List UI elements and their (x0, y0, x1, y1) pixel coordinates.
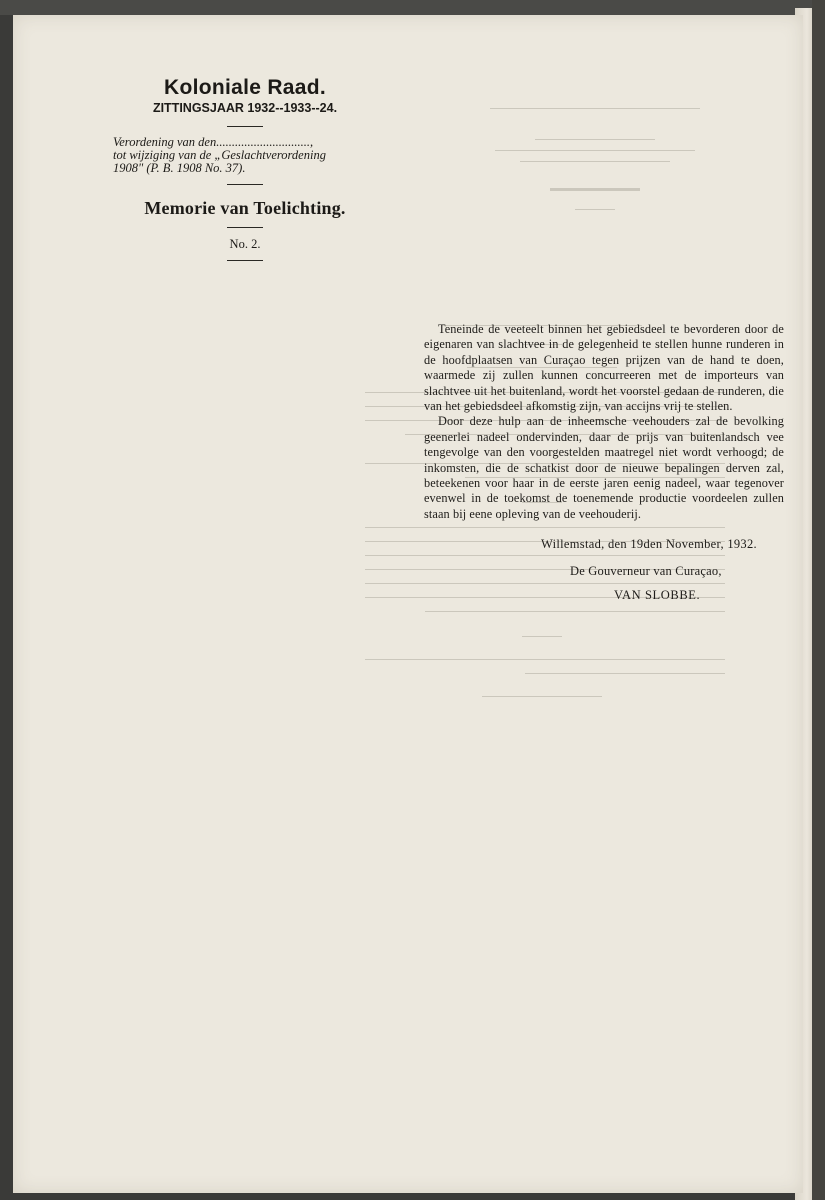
header-divider (227, 227, 263, 228)
signatory-name: VAN SLOBBE. (614, 588, 701, 602)
place-and-date: Willemstad, den 19den November, 1932. (541, 537, 757, 551)
ordinance-line: Verordening van den.............................., (113, 135, 314, 149)
scan-background (0, 0, 825, 15)
document-number: No. 2. (229, 237, 261, 251)
document-heading: Memorie van Toelichting. (144, 198, 346, 218)
explanatory-text (424, 322, 784, 522)
signatory-title: De Gouverneur van Curaçao, (570, 564, 722, 578)
header-divider (227, 184, 263, 185)
header-divider (227, 126, 263, 127)
ordinance-reference (113, 136, 380, 175)
header-divider (227, 260, 263, 261)
scanner-border (812, 0, 825, 1200)
ordinance-line: tot wijziging van de „Geslachtverordening (113, 148, 326, 162)
council-title: Koloniale Raad. (163, 76, 327, 99)
paragraph: Door deze hulp aan de inheemsche veehouders zal de bevolking geenerlei nadeel ondervinden, daar de prijs van buitenlandsch vee tengevolge van den voorgestelden maatregel niet wordt verhoogd; de inkomsten, die de schatkist door de nieuwe bepalingen derven zal, beteekenen voor haar in de eerste jaren eenig nadeel, waar tegenover evenwel in de toekomst de toenemende productie voordeelen zullen staan bij eene opleving van de veehouderij. (424, 414, 784, 521)
session-year: ZITTINGSJAAR 1932--1933--24. (152, 101, 338, 115)
paragraph: Teneinde de veeteelt binnen het gebiedsdeel te bevorderen door de eigenaren van slachtvee in de gelegenheid te stellen hunne runderen in de hoofdplaatsen van Curaçao tegen prijzen van de hand te doen, waarmede zij zullen kunnen concurreeren met de importeurs van slachtvee uit het buitenland, wordt het voorstel gedaan de runderen, die van het gebiedsdeel afkomstig zijn, van accijns vrij te stellen. (424, 322, 784, 414)
ordinance-line: 1908" (P. B. 1908 No. 37). (113, 161, 246, 175)
bleed-through-header (480, 78, 710, 210)
document-header (110, 76, 380, 261)
